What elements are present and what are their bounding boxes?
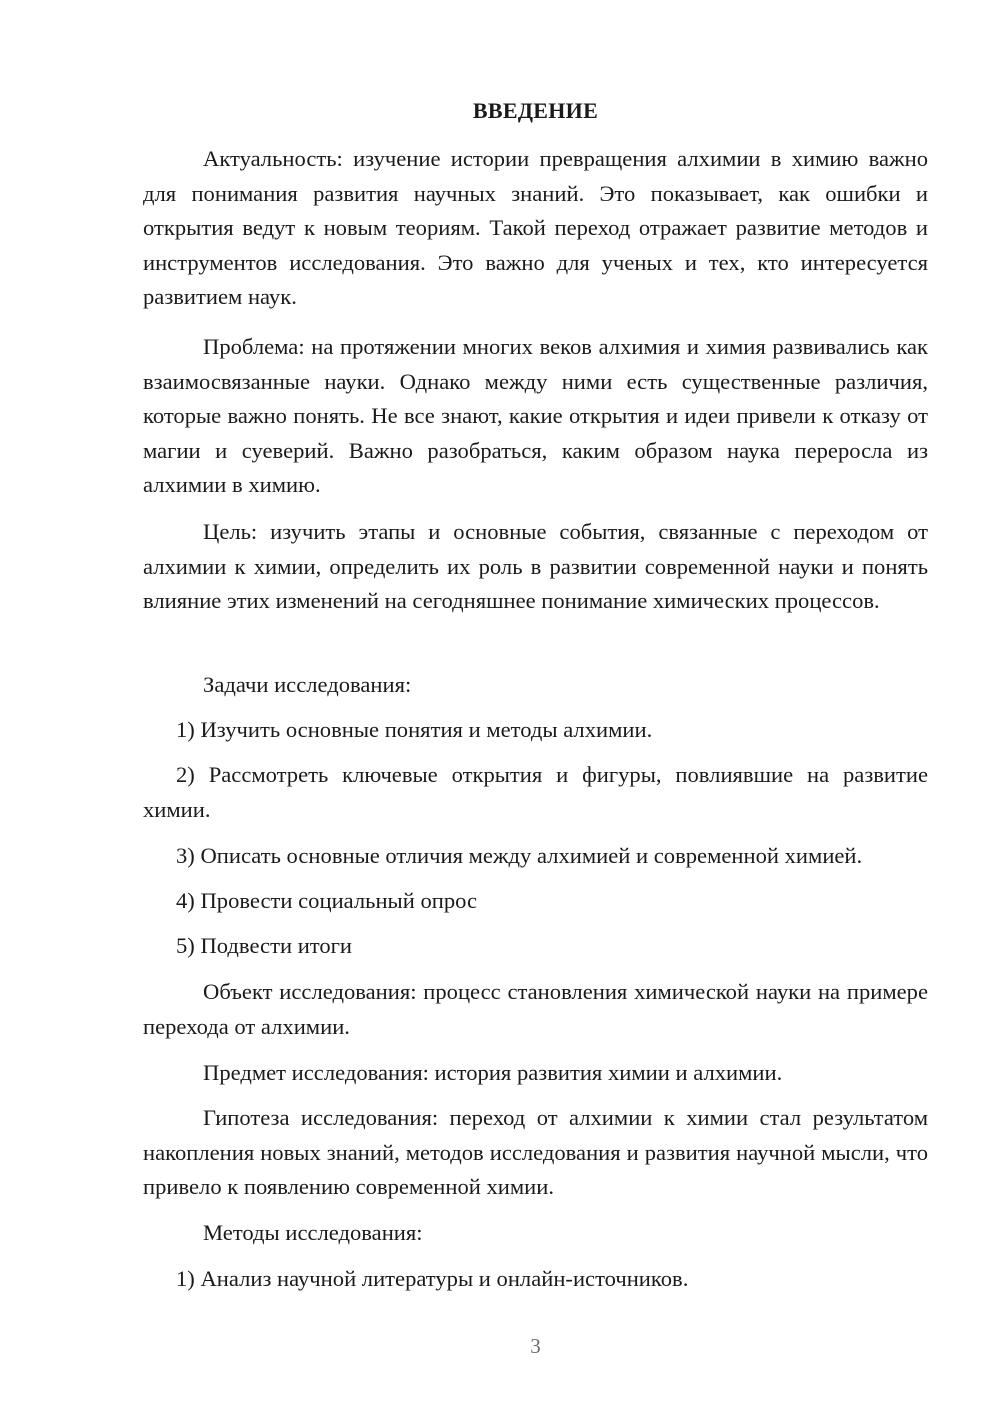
- task-item: 4) Провести социальный опрос: [176, 888, 478, 913]
- goal-paragraph: Цель: изучить этапы и основные события, связанные с переходом от алхимии к химии, определить их роль в развитии современной науки и понять влияние этих изменений на сегодняшнее понимание химических процессов.: [143, 519, 928, 614]
- section-title: ВВЕДЕНИЕ: [472, 98, 599, 123]
- methods-heading: Методы исследования:: [203, 1220, 423, 1245]
- problem-paragraph: Проблема: на протяжении многих веков алхимия и химия развивались как взаимосвязанные науки. Однако между ними есть существенные различия, которые важно понять. Не все знают, какие открытия и идеи привели к отказу от магии и суеверий. Важно разобраться, каким образом наука переросла из алхимии в химию.: [143, 334, 928, 498]
- task-item: 1) Изучить основные понятия и методы алхимии.: [176, 717, 653, 742]
- document-page: [143, 0, 928, 1414]
- subject-paragraph: Предмет исследования: история развития химии и алхимии.: [203, 1060, 783, 1085]
- hypothesis-paragraph: Гипотеза исследования: переход от алхимии к химии стал результатом накопления новых знаний, методов исследования и развития научной мысли, что привело к появлению современной химии.: [143, 1105, 928, 1200]
- task-item: 3) Описать основные отличия между алхимией и современной химией.: [176, 843, 863, 868]
- task-item: 2) Рассмотреть ключевые открытия и фигуры, повлиявшие на развитие химии.: [143, 762, 928, 822]
- method-item: 1) Анализ научной литературы и онлайн-источников.: [176, 1266, 689, 1291]
- task-item: 5) Подвести итоги: [176, 933, 353, 958]
- page-number: 3: [530, 1334, 541, 1358]
- relevance-paragraph: Актуальность: изучение истории превращения алхимии в химию важно для понимания развития научных знаний. Это показывает, как ошибки и открытия ведут к новым теориям. Такой переход отражает развитие методов и инструментов исследования. Это важно для ученых и тех, кто интересуется развитием наук.: [143, 146, 928, 310]
- tasks-heading: Задачи исследования:: [203, 672, 412, 697]
- object-paragraph: Объект исследования: процесс становления химической науки на примере перехода от алхимии.: [143, 979, 928, 1039]
